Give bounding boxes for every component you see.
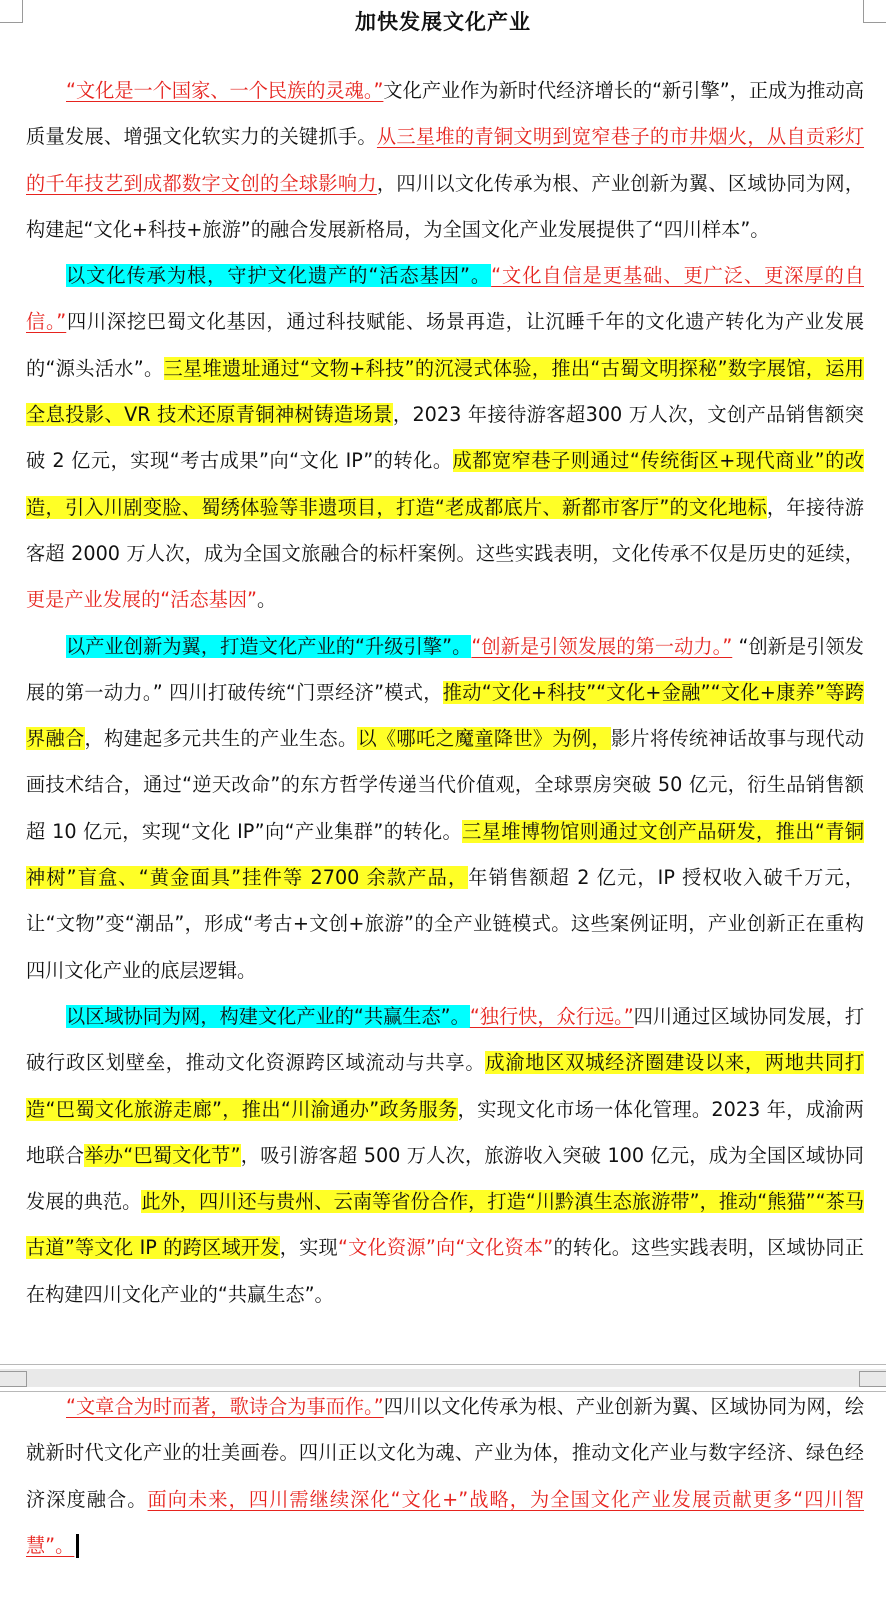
quote-red: “文化自信是更基础、更广泛、更深厚的自信。” bbox=[26, 264, 864, 334]
document-title: 加快发展文化产业 bbox=[355, 10, 531, 34]
red-emphasis: 更是产业发展的“活态基因” bbox=[26, 588, 257, 612]
yellow-highlight: 成都宽窄巷子则通过“传统街区+现代商业”的改造，引入川剧变脸、蜀绣体验等非遗项目，打造“老成都底片、新都市客厅”的文化地标 bbox=[26, 449, 864, 519]
text-run: 文化产业作为新时代经济增长的“新引擎”，正成为推动高质量发展、增强文化软实力的关键抓手。 bbox=[26, 79, 864, 149]
page1-body bbox=[26, 68, 864, 1318]
quote-red: “创新是引领发展的第一动力。” bbox=[471, 634, 733, 658]
yellow-highlight: 举办“巴蜀文化节” bbox=[84, 1143, 241, 1167]
text-run: ，2023 年接待游客超300 万人次，文创产品销售额突破 2 亿元，实现“考古成果”向“文化 IP”的转化。 bbox=[26, 403, 864, 473]
paragraph-regional bbox=[26, 994, 864, 1318]
quote-red: “文章合为时而著，歌诗合为事而作。” bbox=[66, 1395, 384, 1418]
text-run: 影片将传统神话故事与现代动画技术结合，通过“逆天改命”的东方哲学传递当代价值观，全球票房突破 50 亿元，衍生品销售额超 10 亿元，实现“文化 IP”向“产业集群”的转化。 bbox=[26, 727, 865, 843]
paragraph-intro bbox=[26, 68, 864, 253]
yellow-highlight: 以《哪吒之魔童降世》为例， bbox=[357, 727, 611, 751]
text-run: 年销售额超 2 亿元，IP 授权收入破千万元，让“文物”变“潮品”，形成“考古+文创+旅游”的全产业链模式。这些案例证明，产业创新正在重构四川文化产业的底层逻辑。 bbox=[26, 866, 864, 982]
page2-body bbox=[26, 1384, 864, 1569]
text-run: ，年接待游客超 2000 万人次，成为全国文旅融合的标杆案例。这些实践表明，文化传承不仅是历史的延续， bbox=[26, 495, 864, 565]
yellow-highlight: 推动“文化+科技”“文化+金融”“文化+康养”等跨界融合 bbox=[26, 680, 865, 751]
text-run: 。 bbox=[256, 588, 277, 612]
yellow-highlight: 成渝地区双城经济圈建设以来，两地共同打造“巴蜀文化旅游走廊”，推出“川渝通办”政务服务 bbox=[26, 1051, 865, 1121]
quote-red: “独行快，众行远。” bbox=[469, 1004, 634, 1028]
section-heading-highlight: 以文化传承为根，守护文化遗产的“活态基因”。 bbox=[66, 264, 492, 288]
text-run: ，吸引游客超 500 万人次，旅游收入突破 100 亿元，成为全国区域协同发展的典范。 bbox=[26, 1143, 864, 1214]
paragraph-heritage bbox=[26, 253, 864, 623]
text-cursor bbox=[76, 1534, 79, 1558]
text-run: 四川深挖巴蜀文化基因，通过科技赋能、场景再造，让沉睡千年的文化遗产转化为产业发展的“源头活水”。 bbox=[26, 310, 865, 380]
paragraph-conclusion bbox=[26, 1384, 864, 1569]
text-run: ，实现 bbox=[279, 1236, 338, 1260]
yellow-highlight: 此外，四川还与贵州、云南等省份合作，打造“川黔滇生态旅游带”，推动“熊猫”“茶马古道”等文化 IP 的跨区域开发 bbox=[26, 1190, 865, 1260]
red-emphasis: 从三星堆的青铜文明到宽窄巷子的市井烟火，从自贡彩灯的千年技艺到成都数字文创的全球影响力 bbox=[26, 125, 865, 195]
text-run: “创新是引领发展的第一动力。” 四川打破传统“门票经济”模式， bbox=[26, 634, 864, 704]
text-run: 的转化。这些实践表明，区域协同正在构建四川文化产业的“共赢生态”。 bbox=[26, 1236, 864, 1306]
paragraph-innovation bbox=[26, 624, 864, 994]
text-run: 四川通过区域协同发展，打破行政区划壁垒，推动文化资源跨区域流动与共享。 bbox=[26, 1004, 865, 1075]
red-emphasis: 面向未来，四川需继续深化“文化+”战略，为全国文化产业发展贡献更多“四川智慧”。 bbox=[26, 1487, 865, 1557]
text-run: ，实现文化市场一体化管理。2023 年，成渝两地联合 bbox=[26, 1097, 864, 1167]
margin-corner-mark bbox=[0, 1371, 27, 1387]
red-emphasis: “文化资源”向“文化资本” bbox=[337, 1236, 554, 1260]
text-run: ，四川以文化传承为根、产业创新为翼、区域协同为网，构建起“文化+科技+旅游”的融合发展新格局，为全国文化产业发展提供了“四川样本”。 bbox=[26, 171, 865, 241]
yellow-highlight: 三星堆遗址通过“文物+科技”的沉浸式体验，推出“古蜀文明探秘”数字展馆，运用全息投影、VR 技术还原青铜神树铸造场景 bbox=[26, 356, 864, 427]
section-heading-highlight: 以区域协同为网，构建文化产业的“共赢生态”。 bbox=[66, 1004, 470, 1028]
text-run: 四川以文化传承为根、产业创新为翼、区域协同为网，绘就新时代文化产业的壮美画卷。四川正以文化为魂、产业为体，推动文化产业与数字经济、绿色经济深度融合。 bbox=[26, 1395, 865, 1511]
quote-red: “文化是一个国家、一个民族的灵魂。” bbox=[66, 79, 384, 102]
section-heading-highlight: 以产业创新为翼，打造文化产业的“升级引擎”。 bbox=[66, 634, 472, 658]
text-run: ，构建起多元共生的产业生态。 bbox=[84, 727, 358, 751]
yellow-highlight: 三星堆博物馆则通过文创产品研发，推出“青铜神树”盲盒、“黄金面具”挂件等 2700 余款产品， bbox=[26, 819, 864, 890]
